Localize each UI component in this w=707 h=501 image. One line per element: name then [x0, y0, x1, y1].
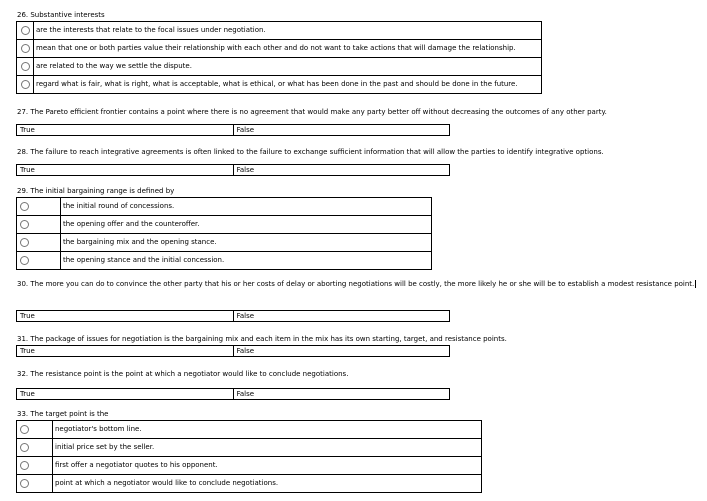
- text-cursor: [695, 280, 696, 288]
- radio-button[interactable]: [21, 44, 30, 53]
- q30-true-false: [16, 310, 450, 322]
- radio-button[interactable]: [20, 479, 29, 488]
- radio-button[interactable]: [20, 220, 29, 229]
- q32-stem: 32. The resistance point is the point at which a negotiator would like to conclude negotiations.: [17, 370, 349, 378]
- radio-button[interactable]: [20, 443, 29, 452]
- option-text: regard what is fair, what is right, what is acceptable, what is ethical, or what has been done in the past and should be done in the future.: [34, 76, 542, 94]
- q31-true-false: [16, 345, 450, 357]
- q26-options: [16, 21, 542, 94]
- option-text: are the interests that relate to the focal issues under negotiation.: [34, 22, 542, 40]
- option-row: [17, 439, 482, 457]
- radio-button[interactable]: [20, 202, 29, 211]
- q28-true-false: [16, 164, 450, 176]
- option-text: the initial round of concessions.: [61, 198, 432, 216]
- option-row: [17, 76, 542, 94]
- q26-stem: 26. Substantive interests: [17, 11, 105, 19]
- option-text: mean that one or both parties value their relationship with each other and do not want to take actions that will damage the relationship.: [34, 40, 542, 58]
- q33-options: [16, 420, 482, 493]
- false-option[interactable]: False: [233, 311, 450, 322]
- option-row: [17, 421, 482, 439]
- q30-stem: [17, 280, 707, 289]
- true-option[interactable]: True: [17, 125, 234, 136]
- option-row: [17, 234, 432, 252]
- q27-stem: 27. The Pareto efficient frontier contains a point where there is no agreement that would make any party better off without decreasing the outcomes of any other party.: [17, 108, 607, 116]
- radio-button[interactable]: [20, 238, 29, 247]
- option-row: [17, 198, 432, 216]
- q30-stem-text: 30. The more you can do to convince the other party that his or her costs of delay or aborting negotiations will be costly, the more likely he or she will be to establish a modest resistance point.: [17, 280, 695, 288]
- option-text: point at which a negotiator would like to conclude negotiations.: [53, 475, 482, 493]
- option-row: [17, 252, 432, 270]
- true-option[interactable]: True: [17, 346, 234, 357]
- radio-button[interactable]: [20, 461, 29, 470]
- true-option[interactable]: True: [17, 389, 234, 400]
- option-row: [17, 58, 542, 76]
- option-row: [17, 22, 542, 40]
- false-option[interactable]: False: [233, 165, 450, 176]
- option-text: initial price set by the seller.: [53, 439, 482, 457]
- option-text: the bargaining mix and the opening stance.: [61, 234, 432, 252]
- option-text: the opening offer and the counteroffer.: [61, 216, 432, 234]
- option-row: [17, 457, 482, 475]
- q32-true-false: [16, 388, 450, 400]
- radio-button[interactable]: [20, 256, 29, 265]
- q31-stem: 31. The package of issues for negotiation is the bargaining mix and each item in the mix has its own starting, target, and resistance points.: [17, 335, 507, 343]
- option-text: first offer a negotiator quotes to his opponent.: [53, 457, 482, 475]
- q29-options: [16, 197, 432, 270]
- q27-true-false: [16, 124, 450, 136]
- option-text: negotiator's bottom line.: [53, 421, 482, 439]
- q29-stem: 29. The initial bargaining range is defined by: [17, 187, 175, 195]
- q28-stem: 28. The failure to reach integrative agreements is often linked to the failure to exchange sufficient information that will allow the parties to identify integrative options.: [17, 148, 604, 156]
- true-option[interactable]: True: [17, 311, 234, 322]
- q33-stem: 33. The target point is the: [17, 410, 109, 418]
- false-option[interactable]: False: [233, 389, 450, 400]
- radio-button[interactable]: [21, 62, 30, 71]
- option-text: the opening stance and the initial concession.: [61, 252, 432, 270]
- false-option[interactable]: False: [233, 346, 450, 357]
- radio-button[interactable]: [21, 26, 30, 35]
- option-text: are related to the way we settle the dispute.: [34, 58, 542, 76]
- option-row: [17, 475, 482, 493]
- option-row: [17, 216, 432, 234]
- radio-button[interactable]: [21, 80, 30, 89]
- true-option[interactable]: True: [17, 165, 234, 176]
- false-option[interactable]: False: [233, 125, 450, 136]
- option-row: [17, 40, 542, 58]
- radio-button[interactable]: [20, 425, 29, 434]
